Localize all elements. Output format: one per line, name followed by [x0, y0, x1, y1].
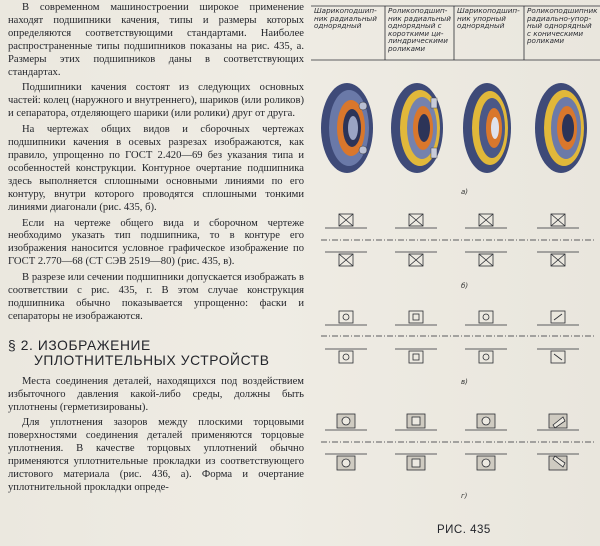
paragraph: В разрезе или сечении подшипники допускается изображать в соответствии с рис. 435, г. В этом случае конструкция подшипника обычно показывается упрощенно: фаски и сепараторы не изображаются.	[8, 272, 304, 322]
left-text-column	[8, 2, 304, 498]
row-label-d: г)	[461, 492, 468, 500]
bearing-tapered-roller	[535, 83, 587, 173]
header-line: Роликоподшип-	[388, 6, 448, 15]
paragraph: В современном машиностроении широкое применение находят подшипники качения, типы и размеры которых определяются соответствующими стандартами. Наиболее распространенные типы подшипников показаны на рис. 435, а. Размеры этих подшипников даны в соответствующих стандартах.	[8, 2, 304, 78]
row-c	[321, 311, 596, 363]
header-line: ник радиальный	[388, 13, 451, 23]
row-c-bearing-1	[325, 311, 367, 363]
section-heading-line2: УПЛОТНИТЕЛЬНЫХ УСТРОЙСТВ	[34, 352, 270, 368]
row-d	[321, 414, 596, 470]
header-line: роликами	[527, 36, 565, 46]
row-label-b: б)	[461, 282, 469, 290]
bearing-cylindrical-roller	[391, 83, 443, 173]
figure-435	[311, 0, 600, 546]
header-line: однорядный	[457, 21, 505, 31]
header-line: ный однорядный	[527, 21, 592, 31]
header-line: однорядный с	[388, 21, 442, 31]
schematic-rows	[321, 214, 596, 470]
header-cell-4	[527, 7, 599, 59]
header-line: однорядный	[314, 21, 362, 31]
header-line: Роликоподшипник	[527, 6, 598, 15]
row-c-bearing-2	[395, 311, 437, 363]
header-line: короткими ци-	[388, 28, 444, 38]
paragraph: На чертежах общих видов и сборочных чертежах подшипники качения в осевых разрезах изображаются, как правило, упрощенно по ГОСТ 2.420—69 без указания типа и особенностей конструкции. Контурное очертание подшипника здесь выполняется сплошными основными линиями по его контуру, внутри которого проводятся сплошными тонкими линиями диагонали (рис. 435, б).	[8, 124, 304, 213]
figure-drawing	[311, 0, 600, 546]
bearing-radial-ball	[321, 83, 373, 173]
header-cell-3	[457, 7, 523, 59]
header-line: с коническими	[527, 28, 584, 38]
bearing-thrust-ball	[463, 83, 511, 173]
header-line: Шарикоподшип-	[457, 6, 520, 15]
header-cell-2	[388, 7, 452, 59]
header-line: радиально-упор-	[527, 13, 592, 23]
header-line: линдрическими	[388, 36, 448, 46]
header-line: ник упорный	[457, 13, 506, 23]
row-c-bearing-3	[465, 311, 507, 363]
row-b	[321, 214, 596, 266]
section-heading	[8, 338, 304, 368]
header-cell-1	[314, 7, 384, 59]
row-c-bearing-4	[537, 311, 579, 363]
paragraph: Подшипники качения состоят из следующих основных частей: колец (наружного и внутреннего), шариков (или роликов) и сепаратора, отделяющего шарики (или ролики) друг от друга.	[8, 82, 304, 120]
paragraph: Если на чертеже общего вида и сборочном чертеже необходимо указать тип подшипника, то в контуре его изображения наносится условное графическое изображение по ГОСТ 2.770—68 (СТ СЭВ 2519—80) (рис. 435, в).	[8, 217, 304, 268]
row-label-a: а)	[461, 188, 469, 196]
paragraph: Для уплотнения зазоров между плоскими торцовыми поверхностями соединения деталей применяются торцовые уплотнения. В качестве торцовых уплотнений обычно применяются уплотнительные прокладки из соответствующего листового материала (рис. 436, а). Форма и очертание уплотнительной прокладки опреде-	[8, 417, 304, 493]
header-line: Шарикоподшип-	[314, 6, 377, 15]
header-line: роликами	[388, 43, 426, 53]
paragraph: Места соединения деталей, находящихся под воздействием избыточного давления какой-либо среды, должны быть уплотнены (герметизированы).	[8, 375, 304, 413]
figure-caption: РИС. 435	[437, 524, 491, 536]
header-line: ник радиальный	[314, 13, 377, 23]
row-a-bearings	[321, 83, 587, 196]
row-label-c: в)	[461, 378, 468, 386]
section-heading-line1: § 2. ИЗОБРАЖЕНИЕ	[8, 337, 151, 353]
